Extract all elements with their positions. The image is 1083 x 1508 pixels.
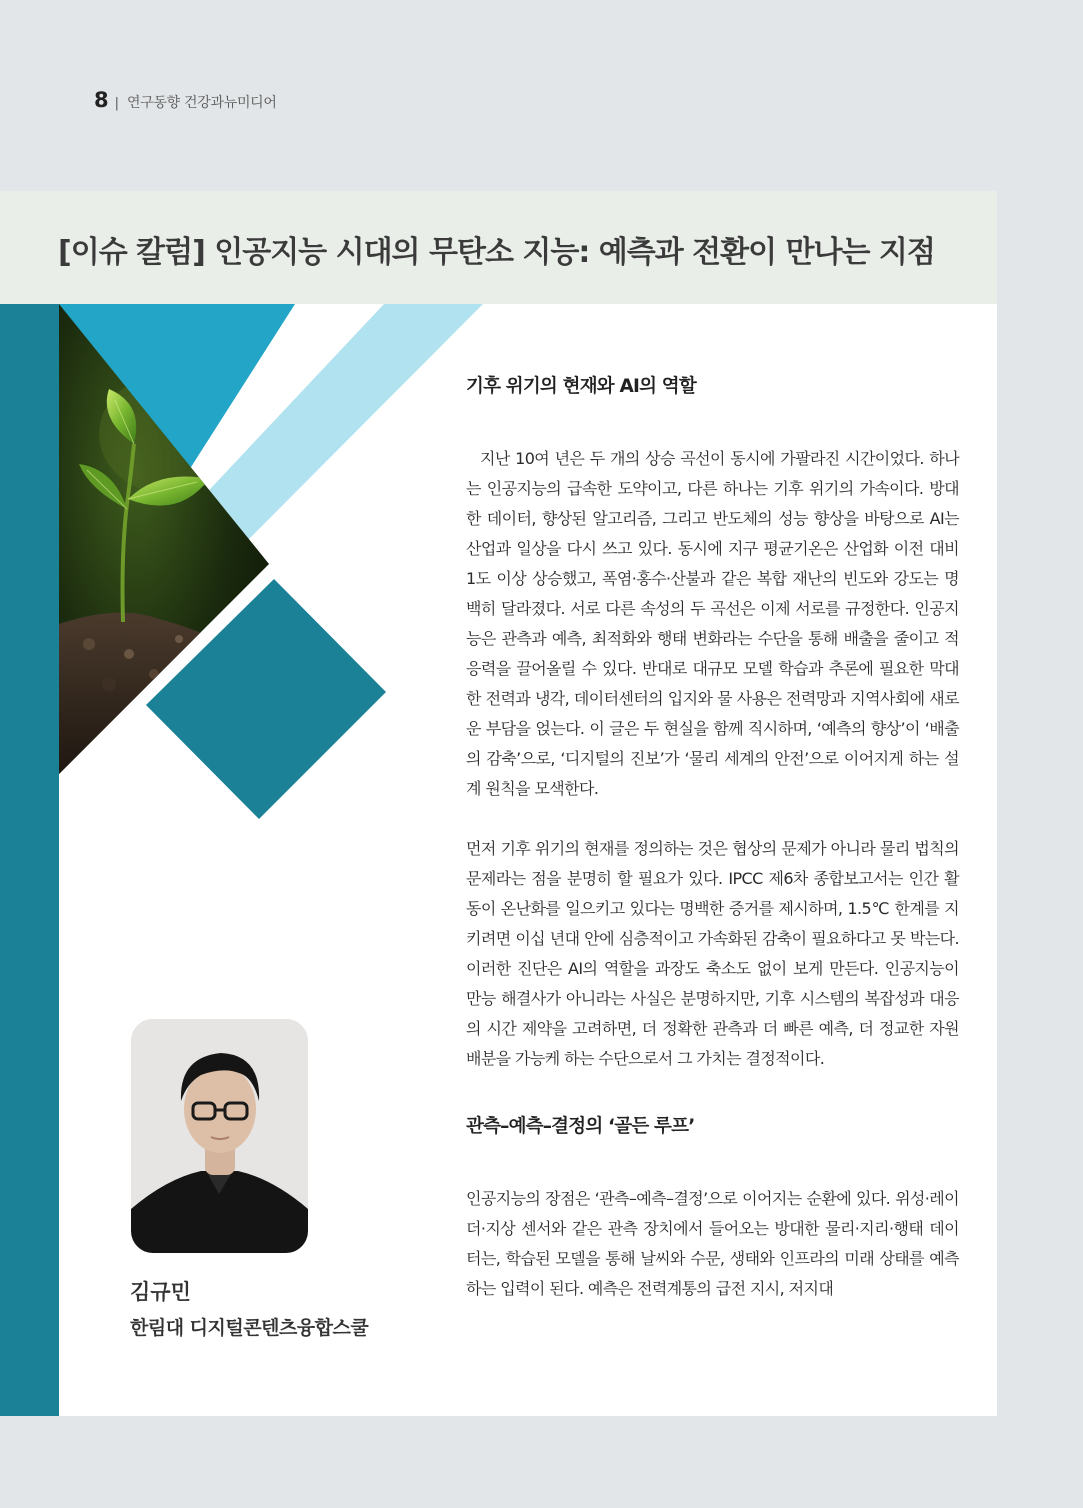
author-photo (131, 1019, 308, 1253)
body-paragraph: 먼저 기후 위기의 현재를 정의하는 것은 협상의 문제가 아니라 물리 법칙의 문제라는 점을 분명히 할 필요가 있다. IPCC 제6차 종합보고서는 인간 활동이 온난화를 일으키고 있다는 명백한 증거를 제시하며, 1.5℃ 한계를 지키려면 이십 년대 안에 심층적이고 가속화된 감축이 필요하다고 못 박는다. 이러한 진단은 AI의 역할을 과장도 축소도 없이 보게 만든다. 인공지능이 만능 해결사가 아니라는 사실은 분명하지만, 기후 시스템의 복잡성과 대응의 시간 제약을 고려하면, 더 정확한 관측과 더 빠른 예측, 더 정교한 자원 배분을 가능케 하는 수단으로서 그 가치는 결정적이다. (466, 839, 959, 1068)
title-band (0, 191, 997, 304)
page-number: 8 (94, 88, 109, 112)
feature-illustration (59, 304, 489, 824)
author-name: 김규민 (130, 1280, 191, 1304)
section-heading: 관측–예측–결정의 ‘골든 루프’ (466, 1116, 695, 1137)
article-title: [이슈 칼럼] 인공지능 시대의 무탄소 지능: 예측과 전환이 만나는 지점 (58, 235, 935, 270)
author-affiliation: 한림대 디지털콘텐츠융합스쿨 (130, 1317, 369, 1339)
article-body (466, 372, 959, 1304)
accent-bar (0, 304, 59, 1416)
section-heading: 기후 위기의 현재와 AI의 역할 (466, 376, 696, 397)
body-paragraph: 인공지능의 장점은 ‘관측–예측–결정’으로 이어지는 순환에 있다. 위성·레이더·지상 센서와 같은 관측 장치에서 들어오는 방대한 물리·지리·행태 데이터는, 학습된 모델을 통해 날씨와 수문, 생태와 인프라의 미래 상태를 예측하는 입력이 된다. 예측은 전력계통의 급전 지시, 저지대 (466, 1189, 959, 1298)
section-name: 연구동향 건강과뉴미디어 (127, 95, 277, 111)
article-sheet (0, 191, 997, 1416)
body-paragraph: 지난 10여 년은 두 개의 상승 곡선이 동시에 가팔라진 시간이었다. 하나는 인공지능의 급속한 도약이고, 다른 하나는 기후 위기의 가속이다. 방대한 데이터, 향상된 알고리즘, 그리고 반도체의 성능 향상을 바탕으로 AI는 산업과 일상을 다시 쓰고 있다. 동시에 지구 평균기온은 산업화 이전 대비 1도 이상 상승했고, 폭염·홍수·산불과 같은 복합 재난의 빈도와 강도는 명백히 달라졌다. 서로 다른 속성의 두 곡선은 이제 서로를 규정한다. 인공지능은 관측과 예측, 최적화와 행태 변화라는 수단을 통해 배출을 줄이고 적응력을 끌어올릴 수 있다. 반대로 대규모 모델 학습과 추론에 필요한 막대한 전력과 냉각, 데이터센터의 입지와 물 사용은 전력망과 지역사회에 새로운 부담을 얹는다. 이 글은 두 현실을 함께 직시하며, ‘예측의 향상’이 ‘배출의 감축’으로, ‘디지털의 진보’가 ‘물리 세계의 안전’으로 이어지게 하는 설계 원칙을 모색한다. (466, 449, 959, 798)
page-header (94, 88, 277, 112)
header-separator: | (114, 96, 120, 111)
